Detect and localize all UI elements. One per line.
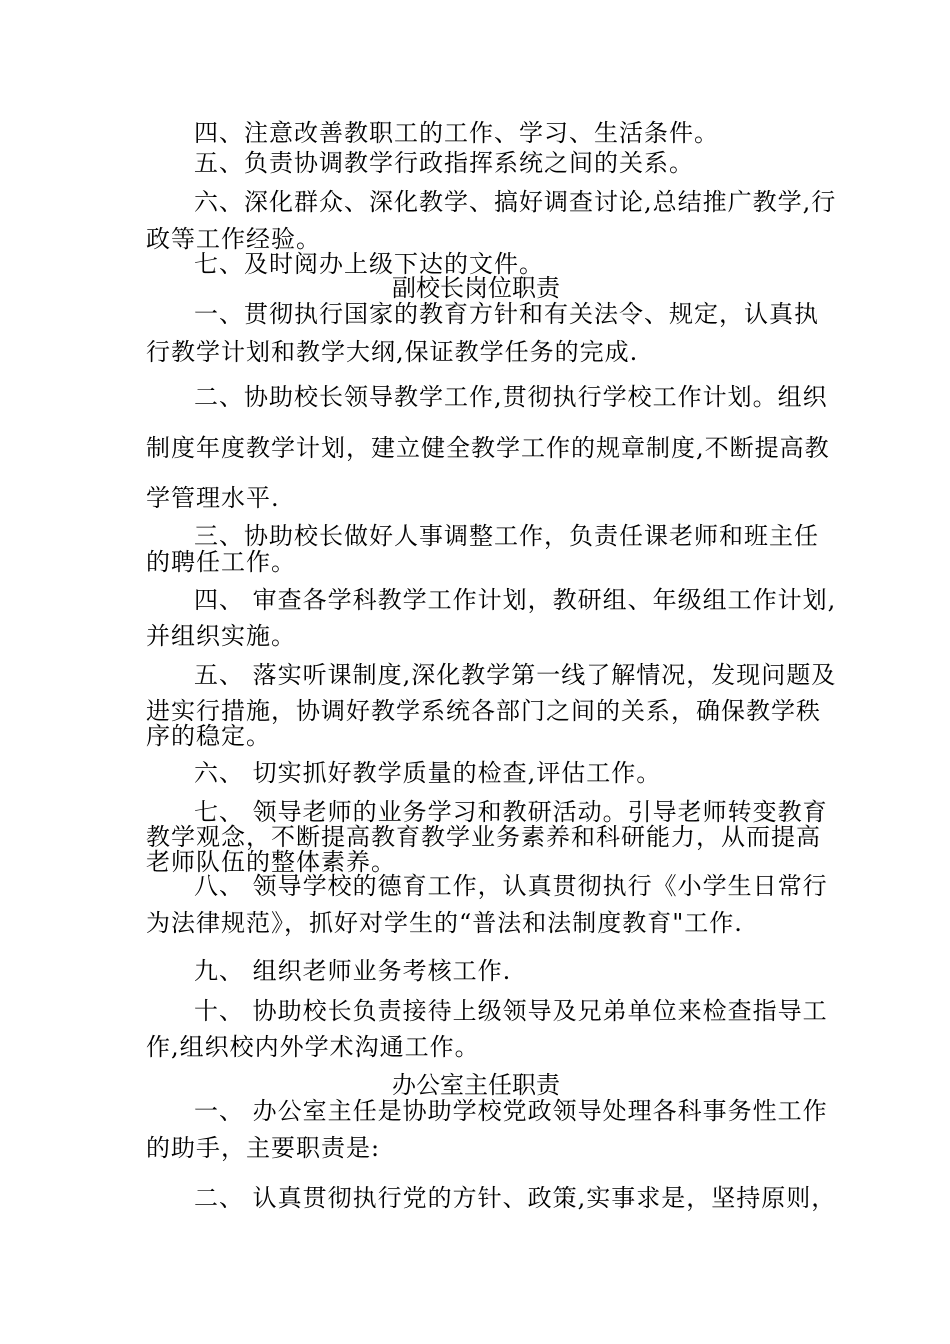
text-line: 的助手，主要职责是: [146, 1134, 381, 1162]
text-line: 作,组织校内外学术沟通工作。 [146, 1033, 480, 1061]
text-line: 三、协助校长做好人事调整工作，负责任课老师和班主任 [194, 522, 819, 550]
text-line: 序的稳定。 [146, 722, 271, 750]
text-line: 行教学计划和教学大纲,保证教学任务的完成. [146, 338, 639, 366]
text-line: 教学观念，不断提高教育教学业务素养和科研能力，从而提高 [146, 823, 821, 851]
text-line: 六、深化群众、深化教学、搞好调查讨论,总结推广教学,行 [194, 188, 837, 216]
text-line: 二、协助校长领导教学工作,贯彻执行学校工作计划。组织 [194, 383, 828, 411]
text-line: 的聘任工作。 [146, 548, 296, 576]
text-line: 八、 领导学校的德育工作，认真贯彻执行《小学生日常行 [194, 872, 828, 900]
text-line: 制度年度教学计划，建立健全教学工作的规章制度,不断提高教 [146, 434, 830, 462]
text-line: 五、 落实听课制度,深化教学第一线了解情况，发现问题及 [194, 661, 837, 689]
section-heading: 副校长岗位职责 [392, 274, 560, 302]
text-line: 并组织实施。 [146, 622, 296, 650]
text-line: 二、 认真贯彻执行党的方针、政策,实事求是，坚持原则， [194, 1184, 837, 1212]
text-line: 九、 组织老师业务考核工作. [194, 957, 512, 985]
text-line: 学管理水平. [146, 484, 280, 512]
text-line: 七、 领导老师的业务学习和教研活动。引导老师转变教育 [194, 798, 828, 826]
text-line: 进实行措施，协调好教学系统各部门之间的关系，确保教学秩 [146, 697, 821, 725]
text-line: 四、注意改善教职工的工作、学习、生活条件。 [194, 119, 719, 147]
text-line: 十、 协助校长负责接待上级领导及兄弟单位来检查指导工 [194, 997, 828, 1025]
text-line: 七、及时阅办上级下达的文件。 [194, 250, 544, 278]
text-line: 一、 办公室主任是协助学校党政领导处理各科事务性工作 [194, 1097, 828, 1125]
section-heading: 办公室主任职责 [392, 1071, 560, 1099]
text-line: 政等工作经验。 [146, 225, 321, 253]
text-line: 六、 切实抓好教学质量的检查,评估工作。 [194, 759, 662, 787]
text-line: 为法律规范》，抓好对学生的“普法和法制度教育"工作. [146, 909, 743, 937]
text-line: 五、负责协调教学行政指挥系统之间的关系。 [194, 149, 694, 177]
text-line: 老师队伍的整体素养。 [146, 848, 396, 876]
text-line: 四、 审查各学科教学工作计划，教研组、年级组工作计划, [194, 586, 837, 614]
text-line: 一、贯彻执行国家的教育方针和有关法令、规定，认真执 [194, 300, 819, 328]
